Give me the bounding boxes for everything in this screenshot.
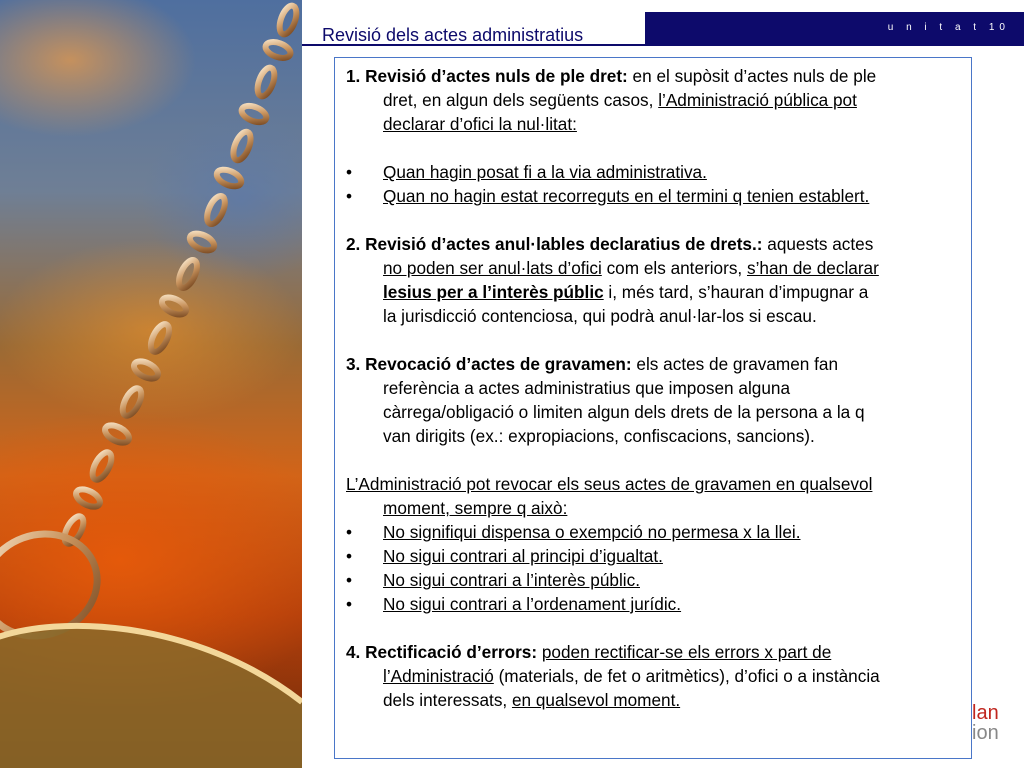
unit-label: u n i t a t 10 [887, 22, 1010, 33]
content-body [346, 64, 966, 712]
body-text: aquests actes [762, 234, 874, 254]
logo-text: ion [972, 722, 999, 744]
bullet-icon: • [346, 546, 353, 566]
body-text: dels interessats, [383, 690, 512, 710]
header-band [645, 12, 1024, 46]
emphasis-text: no poden ser anul·lats d’ofici [383, 258, 602, 278]
publisher-logo [972, 703, 1024, 743]
bullet-icon: • [346, 522, 353, 542]
list-item [346, 184, 966, 208]
section-anullables [346, 232, 966, 328]
list-item-text: Quan no hagin estat recorreguts en el termini q tenien establert. [383, 186, 870, 206]
emphasis-text: l’Administració [383, 666, 494, 686]
section-heading: 1. Revisió d’actes nuls de ple dret: [346, 66, 628, 86]
emphasis-text: s’han de declarar [746, 258, 879, 278]
bullet-icon: • [346, 186, 353, 206]
section-nuls [346, 64, 966, 136]
body-text: en el supòsit d’actes nuls de ple [627, 66, 877, 86]
bullet-icon: • [346, 162, 353, 182]
list-item-text: No signifiqui dispensa o exempció no permesa x la llei. [383, 522, 801, 542]
list-item-text: Quan hagin posat fi a la via administrativa. [383, 162, 707, 182]
emphasis-text: declarar d’ofici la nul·litat: [383, 114, 577, 134]
list-item [346, 160, 966, 184]
section-heading: 3. Revocació d’actes de gravamen: [346, 354, 632, 374]
section-revocacio [346, 352, 966, 448]
emphasis-text: moment, sempre q això: [383, 498, 568, 518]
section-rectificacio [346, 640, 966, 712]
emphasis-text: en qualsevol moment. [511, 690, 681, 710]
list-item [346, 544, 966, 568]
section-heading: 2. Revisió d’actes anul·lables declaratius de drets.: [346, 234, 763, 254]
logo-text: lan [972, 702, 999, 724]
bullet-icon: • [346, 570, 353, 590]
emphasis-text: L’Administració pot revocar els seus actes de gravamen en qualsevol [346, 474, 873, 494]
body-text: com els anteriors, [601, 258, 747, 278]
page-title: Revisió dels actes administratius [322, 25, 584, 45]
emphasis-text: lesius per a l’interès públic [383, 282, 604, 302]
list-item [346, 568, 966, 592]
body-text: van dirigits (ex.: expropiacions, confiscacions, sancions). [383, 426, 815, 446]
body-text: referència a actes administratius que imposen alguna [383, 378, 791, 398]
body-text: la jurisdicció contenciosa, qui podrà anul·lar-los si escau. [383, 306, 817, 326]
list-item [346, 592, 966, 616]
chain-illustration [0, 0, 302, 768]
body-text: càrrega/obligació o limiten algun dels drets de la persona a la q [383, 402, 865, 422]
list-item-text: No sigui contrari al principi d’igualtat. [383, 546, 663, 566]
body-text: i, més tard, s’hauran d’impugnar a [603, 282, 869, 302]
body-text: (materials, de fet o aritmètics), d’ofici o a instància [493, 666, 880, 686]
section-heading: 4. Rectificació d’errors: [346, 642, 538, 662]
section-revocacio-conditions [346, 472, 966, 520]
decorative-scale-photo [0, 0, 302, 768]
list-item-text: No sigui contrari a l’interès públic. [383, 570, 640, 590]
body-text: dret, en algun dels següents casos, [383, 90, 659, 110]
list-item [346, 520, 966, 544]
body-text: els actes de gravamen fan [631, 354, 839, 374]
list-item-text: No sigui contrari a l’ordenament jurídic. [383, 594, 682, 614]
bullet-icon: • [346, 594, 353, 614]
emphasis-text: poden rectificar-se els errors x part de [541, 642, 832, 662]
emphasis-text: l’Administració pública pot [658, 90, 857, 110]
